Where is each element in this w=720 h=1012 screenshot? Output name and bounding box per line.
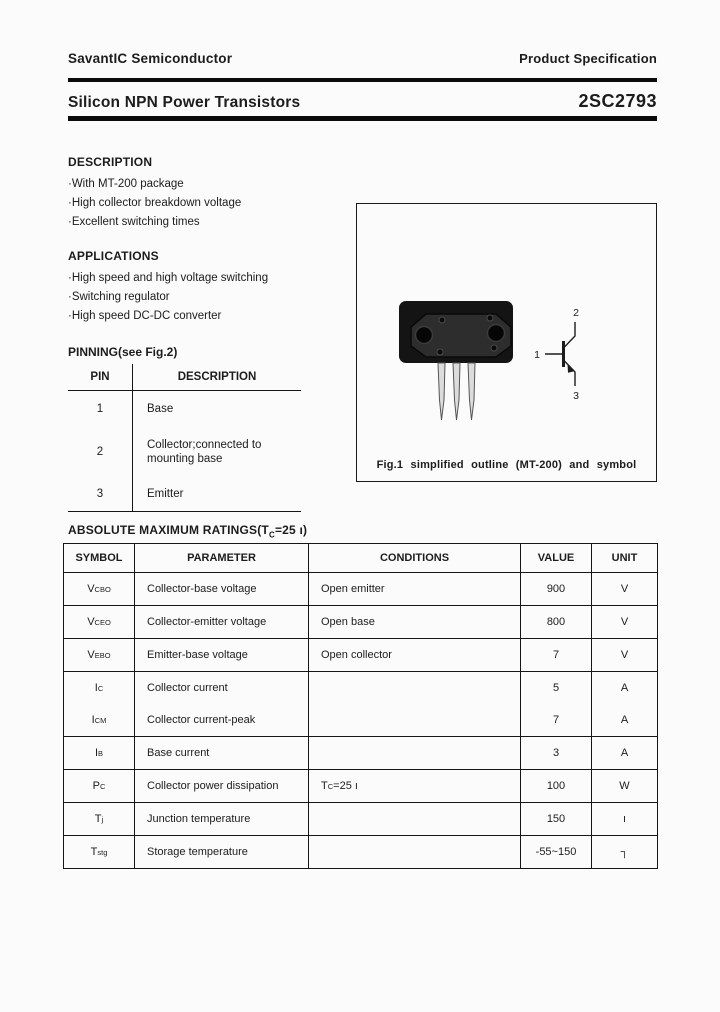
col-unit: UNIT	[611, 552, 638, 564]
col-value: VALUE	[521, 544, 592, 572]
pin-description: Emitter	[147, 488, 184, 500]
npn-symbol	[545, 322, 575, 386]
pinning-col-pin: PIN	[68, 364, 133, 390]
conditions-cell	[309, 803, 521, 835]
unit-cell: V	[620, 649, 629, 661]
parameter-cell: Base current	[135, 737, 309, 769]
col-symbol: SYMBOL	[64, 544, 135, 572]
col-conditions: CONDITIONS	[309, 544, 521, 572]
conditions-cell: Open base	[309, 606, 521, 638]
header-rule-top	[68, 78, 657, 82]
description-section	[68, 155, 241, 232]
table-row	[68, 477, 301, 511]
value-cell: -55~150	[521, 836, 592, 868]
header-rule-bottom	[68, 116, 657, 121]
parameter-cell: Junction temperature	[135, 803, 309, 835]
unit-cell: A A	[620, 682, 629, 726]
value-cell: 3	[521, 737, 592, 769]
symbol-cell: I B	[64, 737, 135, 769]
table-row	[68, 391, 301, 427]
emitter-arrow	[568, 364, 575, 373]
ratings-table	[63, 543, 658, 869]
vendor-name: SavantIC Semiconductor	[68, 51, 233, 66]
figure-box	[356, 203, 657, 482]
table-row	[64, 770, 657, 803]
description-item: ·High collector breakdown voltage	[68, 197, 242, 209]
pinning-table	[68, 364, 301, 512]
description-item: ·With MT-200 package	[68, 178, 184, 190]
value-cell: 5 7	[521, 672, 592, 736]
applications-item: ·High speed and high voltage switching	[68, 272, 269, 284]
unit-cell: A	[620, 747, 629, 759]
pin-number: 2	[68, 427, 133, 477]
table-row-group	[64, 672, 657, 737]
value-cell: 800	[521, 606, 592, 638]
conditions-cell: T C =25 ı	[309, 770, 521, 802]
pin-number: 3	[68, 477, 133, 511]
symbol-cell: T j	[64, 803, 135, 835]
parameter-cell: Collector-base voltage	[135, 573, 309, 605]
pin-number: 1	[68, 391, 133, 427]
spec-label: Product Specification	[519, 51, 657, 66]
parameter-cell: Storage temperature	[135, 836, 309, 868]
parameter-cell: Collector-emitter voltage	[135, 606, 309, 638]
unit-cell: V	[620, 583, 629, 595]
parameter-cell: Emitter-base voltage	[135, 639, 309, 671]
symbol-cell: V EBO	[64, 639, 135, 671]
unit-cell: ı	[622, 813, 627, 825]
conditions-cell	[309, 737, 521, 769]
conditions-cell	[309, 672, 521, 736]
symbol-cell: V CEO	[64, 606, 135, 638]
pinning-heading: PINNING(see Fig.2)	[68, 345, 178, 359]
ratings-heading: ABSOLUTE MAXIMUM $RATINGS(T_C=25$ ı)	[68, 523, 308, 540]
pin3-label: 3	[573, 390, 579, 402]
unit-cell: W	[619, 780, 630, 792]
conditions-cell: Open collector	[309, 639, 521, 671]
part-number: 2SC2793	[578, 91, 657, 111]
value-cell: 900	[521, 573, 592, 605]
value-cell: 100	[521, 770, 592, 802]
package-and-symbol-drawing	[357, 204, 655, 480]
unit-cell: V	[620, 616, 629, 628]
table-row	[64, 606, 657, 639]
applications-item: ·High speed DC-DC converter	[68, 310, 222, 322]
parameter-cell: Collector power dissipation	[135, 770, 309, 802]
table-row	[64, 639, 657, 672]
conditions-cell	[309, 836, 521, 868]
title-bar	[68, 86, 657, 112]
ratings-header-row	[64, 544, 657, 573]
parameter-cell: Collector current Collector current-peak	[135, 672, 309, 736]
applications-item: ·Switching regulator	[68, 291, 170, 303]
applications-section	[68, 249, 268, 326]
document-title: Silicon NPN Power Transistors	[68, 94, 301, 111]
pin-description: Base	[147, 403, 174, 415]
conditions-cell: Open emitter	[309, 573, 521, 605]
symbol-cell: V CBO	[64, 573, 135, 605]
table-row	[68, 427, 301, 477]
symbol-cell: I C I CM	[64, 672, 135, 736]
table-row	[64, 737, 657, 770]
table-row	[64, 836, 657, 868]
table-row	[64, 573, 657, 606]
value-cell: 7	[521, 639, 592, 671]
symbol-cell: P C	[64, 770, 135, 802]
figure-caption: Fig.1 simplified outline (MT-200) and symbol	[376, 459, 637, 471]
description-heading: DESCRIPTION	[68, 155, 153, 169]
col-parameter: PARAMETER	[135, 544, 309, 572]
applications-heading: APPLICATIONS	[68, 249, 159, 263]
pinning-col-description: DESCRIPTION	[177, 371, 257, 383]
pinning-header-row	[68, 364, 301, 391]
description-item: ·Excellent switching times	[68, 216, 200, 228]
pin1-label: 1	[534, 349, 540, 361]
package-outline	[399, 301, 513, 420]
unit-cell: ┐	[620, 846, 629, 858]
table-row	[64, 803, 657, 836]
page-header	[68, 48, 657, 66]
pin-description: Collector;connected to mounting base	[147, 439, 262, 465]
pin2-label: 2	[573, 307, 579, 319]
symbol-cell: T stg	[64, 836, 135, 868]
value-cell: 150	[521, 803, 592, 835]
